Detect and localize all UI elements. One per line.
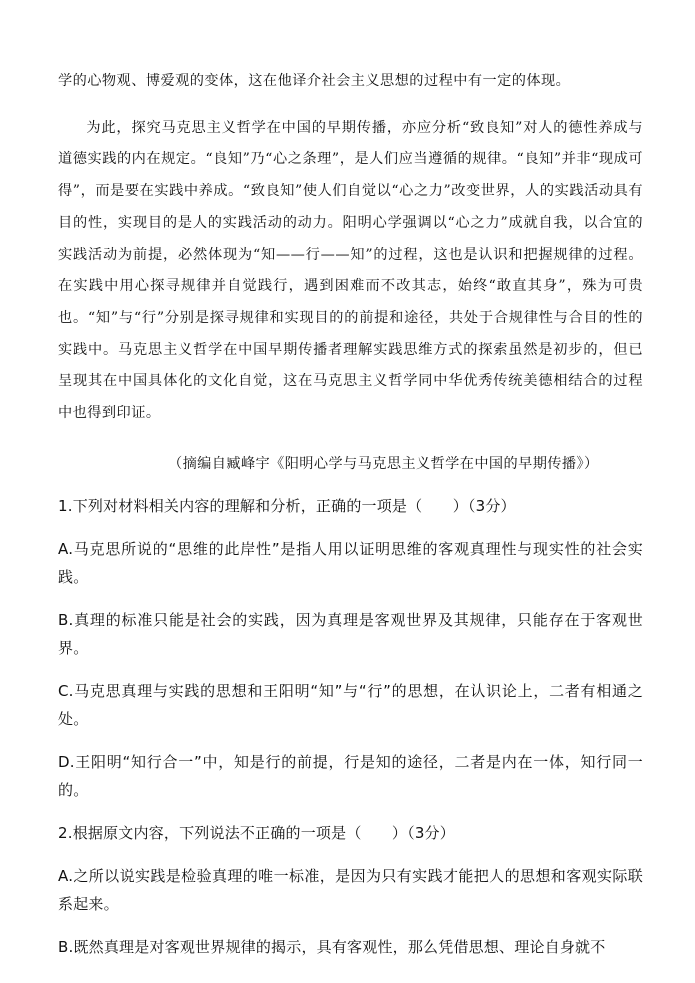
reading-passage — [58, 66, 643, 430]
answer-option: A.之所以说实践是检验真理的唯一标准，是因为只有实践才能把人的思想和客观实际联系起来。 — [58, 867, 643, 913]
answer-option: B.真理的标准只能是社会的实践，因为真理是客观世界及其规律，只能存在于客观世界。 — [58, 611, 643, 657]
passage-paragraph: 为此，探究马克思主义哲学在中国的早期传播，亦应分析“致良知”对人的德性养成与道德实践的内在规定。“良知”乃“心之条理”，是人们应当遵循的规律。“良知”并非“现成可得”，而是要在实践中养成。“致良知”使人们自觉以“心之力”改变世界，人的实践活动具有目的性，实现目的是人的实践活动的动力。阳明心学强调以“心之力”成就自我，以合宜的实践活动为前提，必然体现为“知——行——知”的过程，这也是认识和把握规律的过程。在实践中用心探寻规律并自觉践行，遇到困难而不改其志，始终“敢直其身”，殊为可贵也。“知”与“行”分别是探寻规律和实现目的的前提和途径，共处于合规律性与合目的性的实践中。马克思主义哲学在中国早期传播者理解实践思维方式的探索虽然是初步的，但已呈现其在中国具体化的文化自觉，这在马克思主义哲学同中华优秀传统美德相结合的过程中也得到印证。 — [58, 119, 643, 422]
source-citation: （摘编自臧峰宇《阳明心学与马克思主义哲学在中国的早期传播》） — [168, 456, 599, 472]
question-stem: 1.下列对材料相关内容的理解和分析，正确的一项是（ ）（3分） — [58, 497, 516, 515]
question-section — [58, 492, 643, 976]
answer-option: D.王阳明“知行合一”中，知是行的前提，行是知的途径，二者是内在一体，知行同一的。 — [58, 753, 643, 799]
passage-paragraph-continued: 学的心物观、博爱观的变体，这在他译介社会主义思想的过程中有一定的体现。 — [58, 73, 571, 89]
answer-option: C.马克思真理与实践的思想和王阳明“知”与“行”的思想，在认识论上，二者有相通之处。 — [58, 682, 643, 728]
answer-option: B.既然真理是对客观世界规律的揭示，具有客观性，那么凭借思想、理论自身就不 — [58, 938, 606, 956]
answer-option: A.马克思所说的“思维的此岸性”是指人用以证明思维的客观真理性与现实性的社会实践。 — [58, 540, 643, 586]
question-stem: 2.根据原文内容，下列说法不正确的一项是（ ）（3分） — [58, 824, 455, 842]
